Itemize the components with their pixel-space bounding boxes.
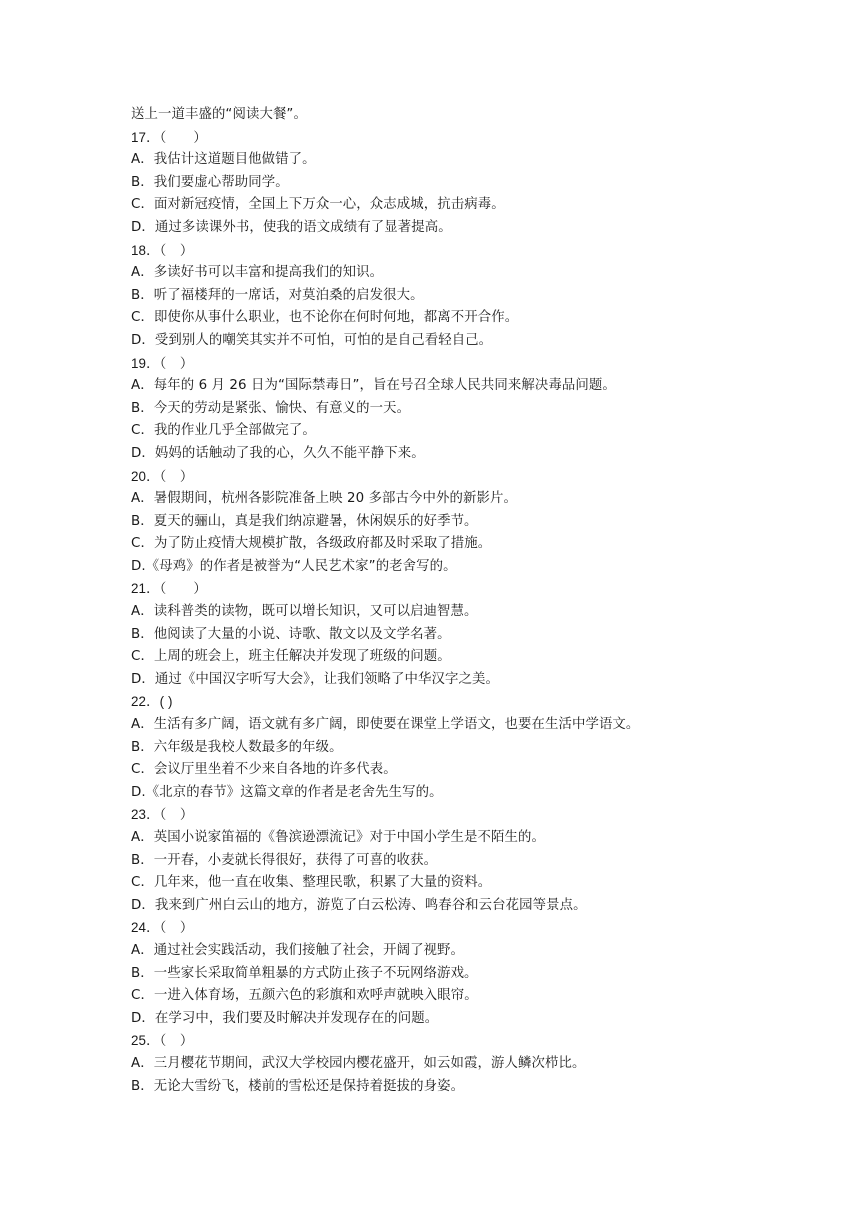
question-25 <box>131 1030 751 1098</box>
option-a: A．通过社会实践活动，我们接触了社会，开阔了视野。 <box>131 942 465 958</box>
question-number: 17．（ ） <box>131 129 207 145</box>
option-c: C．几年来，他一直在收集、整理民歌，积累了大量的资料。 <box>131 875 492 891</box>
option-b: B．今天的劳动是紧张、愉快、有意义的一天。 <box>131 400 411 416</box>
option-d: D.《北京的春节》这篇文章的作者是老舍先生写的。 <box>131 784 443 800</box>
question-18 <box>131 240 751 353</box>
question-23 <box>131 804 751 917</box>
question-number: 21．（ ） <box>131 581 207 597</box>
option-a: A．暑假期间，杭州各影院准备上映 20 多部古今中外的新影片。 <box>131 491 517 507</box>
option-c: C．面对新冠疫情，全国上下万众一心，众志成城，抗击病毒。 <box>131 197 505 213</box>
option-b: B．一开春，小麦就长得很好，获得了可喜的收获。 <box>131 852 438 868</box>
question-number: 23．（ ） <box>131 807 194 823</box>
option-d: D．通过多读课外书，使我的语文成绩有了显著提高。 <box>131 219 452 235</box>
option-b: B．一些家长采取简单粗暴的方式防止孩子不玩网络游戏。 <box>131 965 478 981</box>
option-b: B．无论大雪纷飞，楼前的雪松还是保持着挺拔的身姿。 <box>131 1078 465 1094</box>
option-c: C．一进入体育场，五颜六色的彩旗和欢呼声就映入眼帘。 <box>131 988 478 1004</box>
question-21 <box>131 578 751 691</box>
option-d: D．在学习中，我们要及时解决并发现存在的问题。 <box>131 1010 439 1026</box>
option-c: C．会议厅里坐着不少来自各地的许多代表。 <box>131 762 397 778</box>
question-number: 22．( ) <box>131 694 173 710</box>
question-22 <box>131 691 751 804</box>
option-a: A．我估计这道题目他做错了。 <box>131 152 316 168</box>
intro-text: 送上一道丰盛的“阅读大餐”。 <box>131 107 307 122</box>
option-b: B．夏天的骊山，真是我们纳凉避暑，休闲娱乐的好季节。 <box>131 513 478 529</box>
option-a: A．每年的 6 月 26 日为“国际禁毒日”，旨在号召全球人民共同来解决毒品问题。 <box>131 378 616 394</box>
question-number: 25．（ ） <box>131 1033 194 1049</box>
question-20 <box>131 466 751 579</box>
option-c: C．为了防止疫情大规模扩散，各级政府都及时采取了措施。 <box>131 536 492 552</box>
question-number: 20．（ ） <box>131 468 194 484</box>
option-d: D．妈妈的话触动了我的心，久久不能平静下来。 <box>131 445 425 461</box>
document-body <box>131 104 751 1098</box>
question-24 <box>131 917 751 1030</box>
option-c: C．上周的班会上，班主任解决并发现了班级的问题。 <box>131 649 451 665</box>
option-b: B．六年级是我校人数最多的年级。 <box>131 739 343 755</box>
option-d: D．受到别人的嘲笑其实并不可怕，可怕的是自己看轻自己。 <box>131 332 493 348</box>
option-a: A．三月樱花节期间，武汉大学校园内樱花盛开，如云如霞，游人鳞次栉比。 <box>131 1055 586 1071</box>
question-19 <box>131 353 751 466</box>
option-d: D．我来到广州白云山的地方，游览了白云松涛、鸣春谷和云台花园等景点。 <box>131 897 587 913</box>
option-a: A．读科普类的读物，既可以增长知识，又可以启迪智慧。 <box>131 604 478 620</box>
option-a: A．生活有多广阔，语文就有多广阔，即使要在课堂上学语文，也要在生活中学语文。 <box>131 717 640 733</box>
option-b: B．他阅读了大量的小说、诗歌、散文以及文学名著。 <box>131 626 451 642</box>
question-number: 19．（ ） <box>131 355 194 371</box>
option-b: B．听了福楼拜的一席话，对莫泊桑的启发很大。 <box>131 287 424 303</box>
option-b: B．我们要虚心帮助同学。 <box>131 174 289 190</box>
option-d: D.《母鸡》的作者是被誉为“人民艺术家”的老舍写的。 <box>131 558 457 574</box>
option-a: A．英国小说家笛福的《鲁滨逊漂流记》对于中国小学生是不陌生的。 <box>131 830 545 845</box>
option-d: D．通过《中国汉字听写大会》，让我们领略了中华汉字之美。 <box>131 671 499 687</box>
option-a: A．多读好书可以丰富和提高我们的知识。 <box>131 265 384 281</box>
question-number: 24．（ ） <box>131 920 194 936</box>
question-number: 18．（ ） <box>131 242 194 258</box>
option-c: C．即使你从事什么职业，也不论你在何时何地，都离不开合作。 <box>131 310 519 326</box>
option-c: C．我的作业几乎全部做完了。 <box>131 423 316 439</box>
question-17 <box>131 127 751 240</box>
